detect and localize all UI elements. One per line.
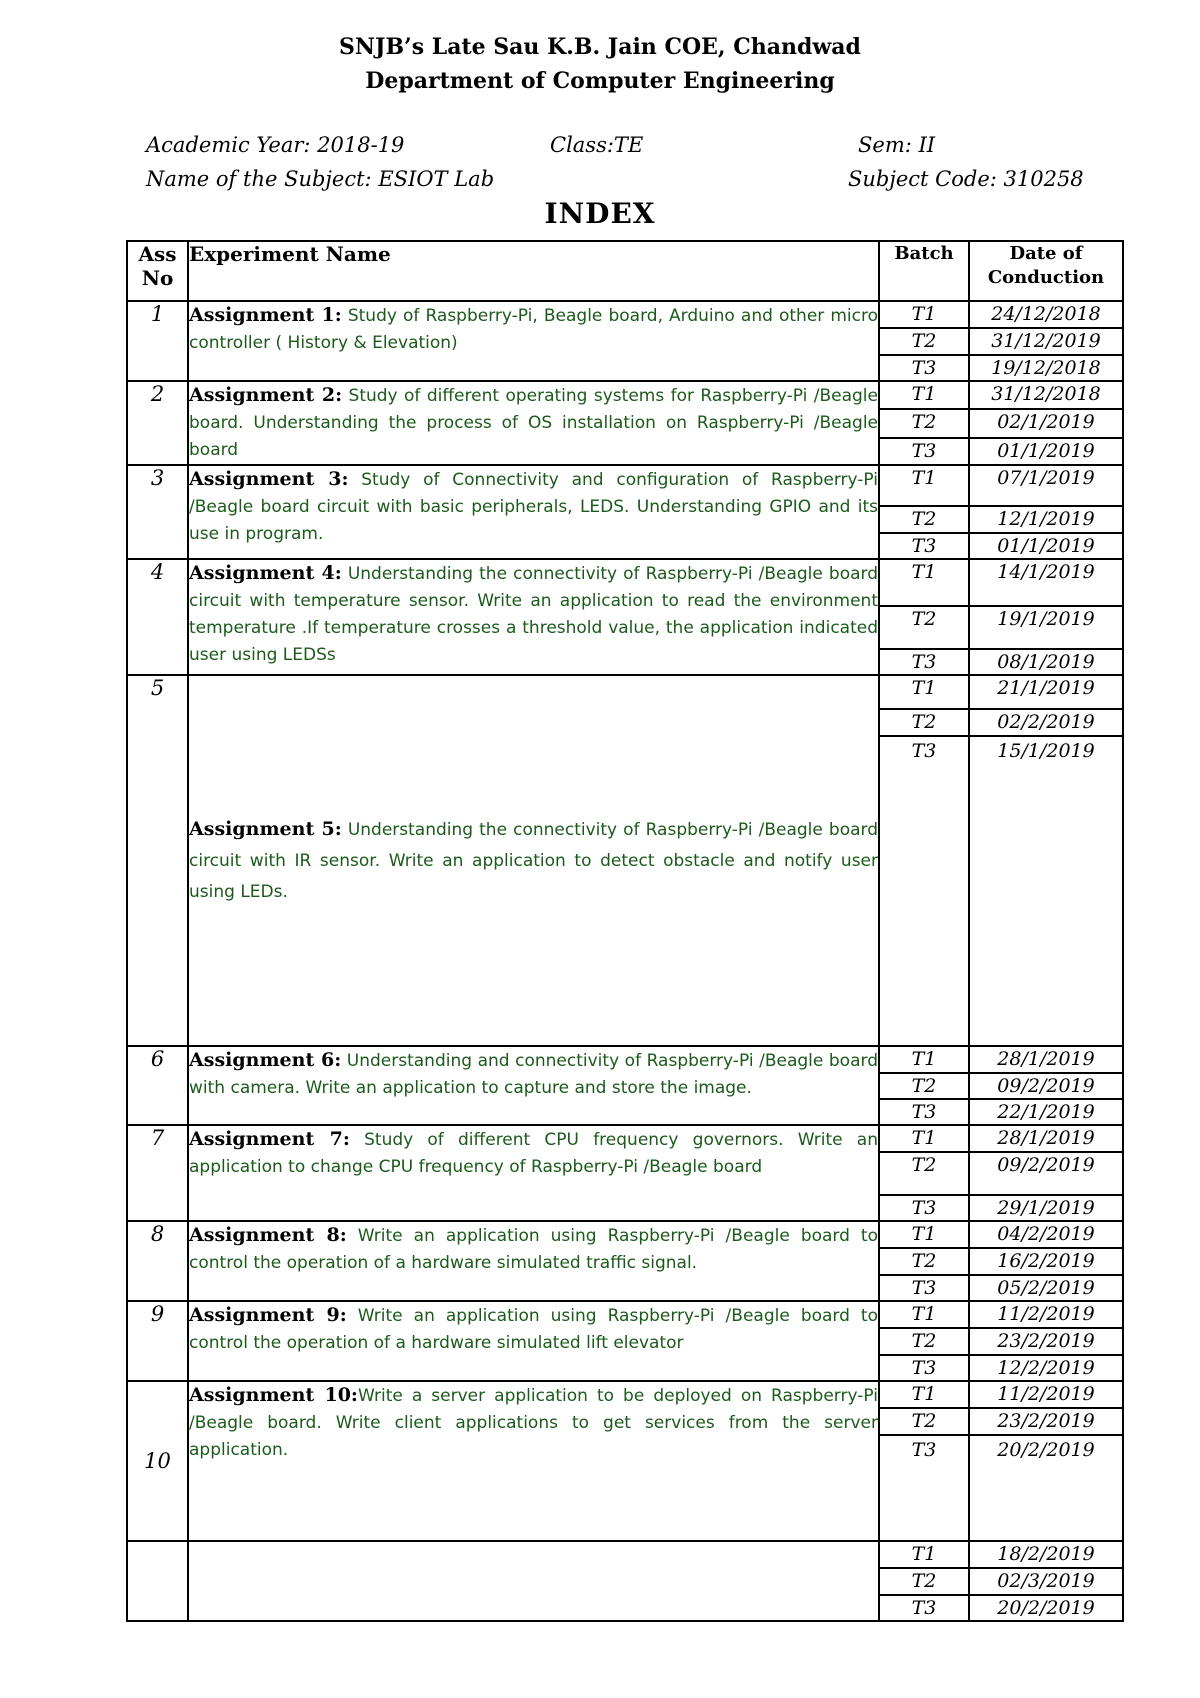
table-row bbox=[127, 1125, 1123, 1152]
batch-cell: T1 bbox=[879, 301, 969, 328]
batch-cell: T3 bbox=[879, 1595, 969, 1621]
experiment-text: Write a server application to be deployed on Raspberry-Pi /Beagle board. Write client applications to get services from the server application. bbox=[189, 1386, 878, 1460]
table-body bbox=[127, 301, 1123, 1621]
date-cell: 23/2/2019 bbox=[969, 1328, 1123, 1355]
assignment-label: Assignment 3: bbox=[189, 468, 349, 490]
batch-cell: T3 bbox=[879, 1099, 969, 1125]
table-row bbox=[127, 465, 1123, 506]
batch-cell: T2 bbox=[879, 1328, 969, 1355]
date-cell: 09/2/2019 bbox=[969, 1152, 1123, 1195]
date-cell: 22/1/2019 bbox=[969, 1099, 1123, 1125]
experiment-text: Study of Connectivity and configuration of Raspberry-Pi /Beagle board circuit with basic peripherals, LEDS. Understanding GPIO and its use in program. bbox=[189, 470, 878, 544]
assignment-number: 1 bbox=[127, 301, 188, 381]
class-label: Class:TE bbox=[550, 133, 644, 157]
batch-cell: T3 bbox=[879, 1435, 969, 1541]
academic-year: Academic Year: 2018-19 bbox=[146, 133, 405, 157]
table-row bbox=[127, 381, 1123, 409]
assignment-label: Assignment 5: bbox=[189, 817, 342, 840]
date-cell: 23/2/2019 bbox=[969, 1408, 1123, 1435]
assignment-label: Assignment 10: bbox=[189, 1384, 358, 1406]
experiment-description bbox=[188, 559, 879, 675]
header-ass-no: Ass No bbox=[127, 241, 188, 301]
assignment-number: 9 bbox=[127, 1301, 188, 1381]
batch-cell: T2 bbox=[879, 709, 969, 736]
batch-cell: T2 bbox=[879, 1568, 969, 1595]
batch-cell: T2 bbox=[879, 1248, 969, 1275]
date-cell: 01/1/2019 bbox=[969, 438, 1123, 465]
batch-cell: T1 bbox=[879, 559, 969, 606]
assignment-number: 6 bbox=[127, 1046, 188, 1125]
date-cell: 14/1/2019 bbox=[969, 559, 1123, 606]
date-cell: 08/1/2019 bbox=[969, 649, 1123, 675]
date-cell: 20/2/2019 bbox=[969, 1435, 1123, 1541]
batch-cell: T3 bbox=[879, 649, 969, 675]
date-cell: 31/12/2018 bbox=[969, 381, 1123, 409]
table-row bbox=[127, 1541, 1123, 1568]
header-batch: Batch bbox=[879, 241, 969, 301]
assignment-label: Assignment 1: bbox=[189, 304, 342, 326]
date-cell: 28/1/2019 bbox=[969, 1046, 1123, 1073]
semester-label: Sem: II bbox=[858, 133, 936, 157]
batch-cell: T3 bbox=[879, 736, 969, 1046]
batch-cell: T1 bbox=[879, 675, 969, 709]
date-cell: 24/12/2018 bbox=[969, 301, 1123, 328]
batch-cell: T2 bbox=[879, 506, 969, 533]
assignment-label: Assignment 4: bbox=[189, 562, 342, 584]
batch-cell: T1 bbox=[879, 1046, 969, 1073]
assignment-number: 4 bbox=[127, 559, 188, 675]
date-cell: 12/1/2019 bbox=[969, 506, 1123, 533]
assignment-number bbox=[127, 1541, 188, 1621]
experiment-description bbox=[188, 1541, 879, 1621]
assignment-number: 2 bbox=[127, 381, 188, 465]
date-cell: 02/2/2019 bbox=[969, 709, 1123, 736]
batch-cell: T3 bbox=[879, 1275, 969, 1301]
college-name: SNJB’s Late Sau K.B. Jain COE, Chandwad bbox=[339, 34, 861, 60]
date-cell: 04/2/2019 bbox=[969, 1221, 1123, 1248]
table-row bbox=[127, 1381, 1123, 1408]
table-row bbox=[127, 559, 1123, 606]
batch-cell: T3 bbox=[879, 533, 969, 559]
batch-cell: T1 bbox=[879, 1541, 969, 1568]
subject-code: Subject Code: 310258 bbox=[848, 167, 1084, 191]
date-cell: 11/2/2019 bbox=[969, 1301, 1123, 1328]
date-cell: 07/1/2019 bbox=[969, 465, 1123, 506]
date-cell: 19/12/2018 bbox=[969, 355, 1123, 381]
experiment-description bbox=[188, 465, 879, 559]
table-row bbox=[127, 675, 1123, 709]
batch-cell: T1 bbox=[879, 1301, 969, 1328]
date-cell: 12/2/2019 bbox=[969, 1355, 1123, 1381]
batch-cell: T1 bbox=[879, 1125, 969, 1152]
document-header bbox=[0, 30, 1200, 98]
assignment-number: 3 bbox=[127, 465, 188, 559]
batch-cell: T2 bbox=[879, 328, 969, 355]
date-cell: 02/3/2019 bbox=[969, 1568, 1123, 1595]
batch-cell: T2 bbox=[879, 606, 969, 649]
batch-cell: T3 bbox=[879, 1195, 969, 1221]
experiment-description bbox=[188, 675, 879, 1046]
assignment-number: 8 bbox=[127, 1221, 188, 1301]
assignment-label: Assignment 7: bbox=[189, 1128, 350, 1150]
index-title: INDEX bbox=[544, 197, 656, 230]
experiment-text: Understanding and connectivity of Raspberry-Pi /Beagle board with camera. Write an application to capture and store the image. bbox=[189, 1051, 878, 1098]
table-row bbox=[127, 301, 1123, 328]
experiment-description bbox=[188, 381, 879, 465]
assignment-number: 10 bbox=[127, 1381, 188, 1541]
assignment-label: Assignment 9: bbox=[189, 1304, 347, 1326]
date-cell: 01/1/2019 bbox=[969, 533, 1123, 559]
experiment-description bbox=[188, 1301, 879, 1381]
date-cell: 09/2/2019 bbox=[969, 1073, 1123, 1099]
experiment-text: Study of different CPU frequency governors. Write an application to change CPU frequency of Raspberry-Pi /Beagle board bbox=[189, 1130, 878, 1177]
experiment-description bbox=[188, 301, 879, 381]
batch-cell: T2 bbox=[879, 409, 969, 437]
experiment-text: Study of different operating systems for Raspberry-Pi /Beagle board. Understanding the process of OS installation on Raspberry-Pi /Beagle board bbox=[189, 386, 878, 460]
date-cell: 19/1/2019 bbox=[969, 606, 1123, 649]
table-row bbox=[127, 1046, 1123, 1073]
subject-name: Name of the Subject: ESIOT Lab bbox=[146, 167, 495, 191]
date-cell: 29/1/2019 bbox=[969, 1195, 1123, 1221]
assignment-number: 7 bbox=[127, 1125, 188, 1221]
assignment-label: Assignment 8: bbox=[189, 1224, 347, 1246]
date-cell: 02/1/2019 bbox=[969, 409, 1123, 437]
table-row bbox=[127, 1301, 1123, 1328]
batch-cell: T1 bbox=[879, 1381, 969, 1408]
assignment-number: 5 bbox=[127, 675, 188, 1046]
batch-cell: T3 bbox=[879, 438, 969, 465]
experiment-description bbox=[188, 1221, 879, 1301]
date-cell: 31/12/2019 bbox=[969, 328, 1123, 355]
date-cell: 16/2/2019 bbox=[969, 1248, 1123, 1275]
experiment-text: Write an application using Raspberry-Pi /Beagle board to control the operation of a hardware simulated traffic signal. bbox=[189, 1226, 879, 1273]
date-cell: 21/1/2019 bbox=[969, 675, 1123, 709]
batch-cell: T1 bbox=[879, 465, 969, 506]
batch-cell: T3 bbox=[879, 1355, 969, 1381]
experiment-text: Understanding the connectivity of Raspberry-Pi /Beagle board circuit with temperature sensor. Write an application to read the environment temperature .If temperature crosses a threshold value, the application indicated user using LEDSs bbox=[189, 564, 878, 665]
experiment-description bbox=[188, 1046, 879, 1125]
table-header-row bbox=[127, 241, 1123, 301]
date-cell: 05/2/2019 bbox=[969, 1275, 1123, 1301]
experiment-description bbox=[188, 1381, 879, 1541]
experiment-description bbox=[188, 1125, 879, 1221]
batch-cell: T2 bbox=[879, 1152, 969, 1195]
date-cell: 11/2/2019 bbox=[969, 1381, 1123, 1408]
assignment-label: Assignment 2: bbox=[189, 384, 343, 406]
header-experiment-name: Experiment Name bbox=[188, 241, 879, 301]
date-cell: 20/2/2019 bbox=[969, 1595, 1123, 1621]
experiment-text: Study of Raspberry-Pi, Beagle board, Arduino and other micro controller ( History & Elevation) bbox=[189, 306, 878, 353]
assignment-label: Assignment 6: bbox=[189, 1049, 342, 1071]
batch-cell: T1 bbox=[879, 381, 969, 409]
batch-cell: T2 bbox=[879, 1408, 969, 1435]
batch-cell: T1 bbox=[879, 1221, 969, 1248]
date-cell: 18/2/2019 bbox=[969, 1541, 1123, 1568]
experiment-text: Write an application using Raspberry-Pi /Beagle board to control the operation of a hardware simulated lift elevator bbox=[189, 1306, 879, 1353]
table-row bbox=[127, 1221, 1123, 1248]
date-cell: 28/1/2019 bbox=[969, 1125, 1123, 1152]
batch-cell: T3 bbox=[879, 355, 969, 381]
batch-cell: T2 bbox=[879, 1073, 969, 1099]
index-table bbox=[126, 240, 1124, 1622]
department-name: Department of Computer Engineering bbox=[365, 68, 835, 94]
date-cell: 15/1/2019 bbox=[969, 736, 1123, 1046]
experiment-text: Understanding the connectivity of Raspberry-Pi /Beagle board circuit with IR sensor. Write an application to detect obstacle and notify user using LEDs. bbox=[189, 819, 878, 902]
header-date-of-conduction: Date of Conduction bbox=[969, 241, 1123, 301]
